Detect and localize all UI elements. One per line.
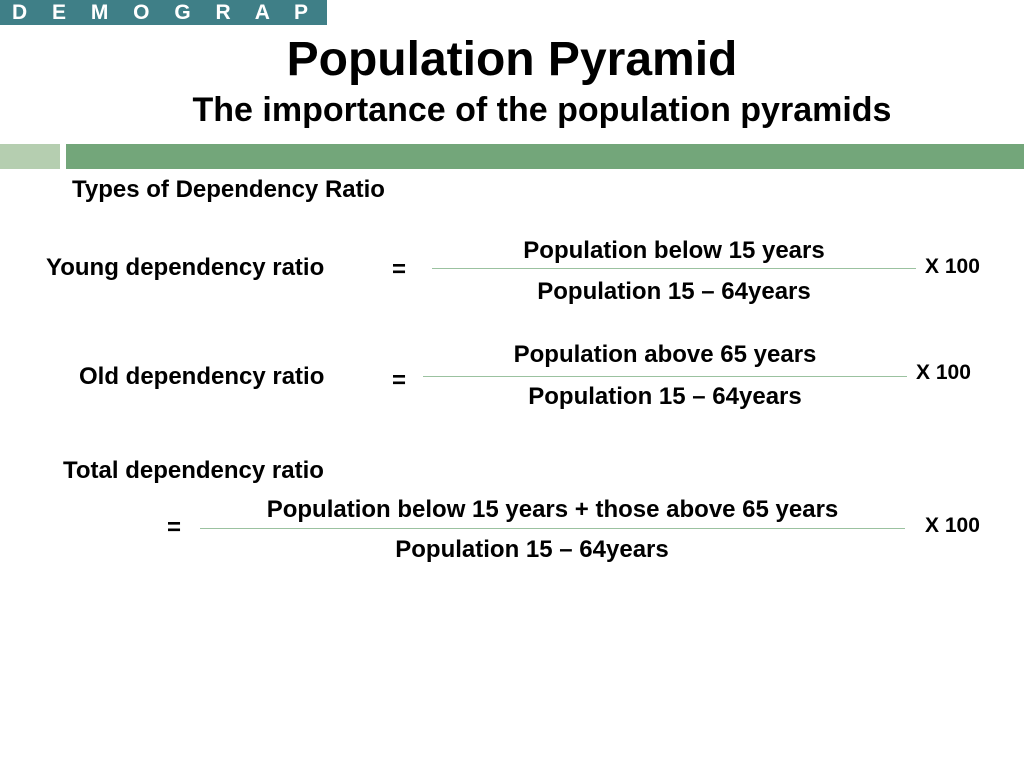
- demography-tag: D E M O G R A P H Y: [0, 0, 327, 25]
- old-fraction-bar: [423, 376, 907, 377]
- old-denominator: Population 15 – 64years: [528, 383, 802, 410]
- young-multiplier: X 100: [925, 255, 980, 278]
- young-numerator: Population below 15 years: [523, 237, 825, 264]
- old-equals-sign: =: [392, 367, 407, 394]
- young-equals-sign: =: [392, 256, 407, 283]
- slide-subtitle: The importance of the population pyramids: [192, 91, 892, 129]
- total-multiplier: X 100: [925, 514, 980, 537]
- young-denominator: Population 15 – 64years: [537, 278, 811, 305]
- section-title: Types of Dependency Ratio: [72, 176, 385, 203]
- header-band-light: [0, 144, 60, 169]
- young-ratio-label: Young dependency ratio: [46, 254, 325, 281]
- total-equals-sign: =: [167, 514, 182, 541]
- old-multiplier: X 100: [916, 361, 971, 384]
- young-fraction-bar: [432, 268, 916, 269]
- total-fraction-bar: [200, 528, 905, 529]
- slide-title: Population Pyramid: [286, 33, 738, 86]
- total-numerator: Population below 15 years + those above 65 years: [266, 496, 839, 523]
- old-numerator: Population above 65 years: [513, 341, 817, 368]
- total-denominator: Population 15 – 64years: [395, 536, 669, 563]
- old-ratio-label: Old dependency ratio: [79, 363, 325, 390]
- header-band-dark: [66, 144, 1024, 169]
- total-ratio-label: Total dependency ratio: [63, 457, 324, 484]
